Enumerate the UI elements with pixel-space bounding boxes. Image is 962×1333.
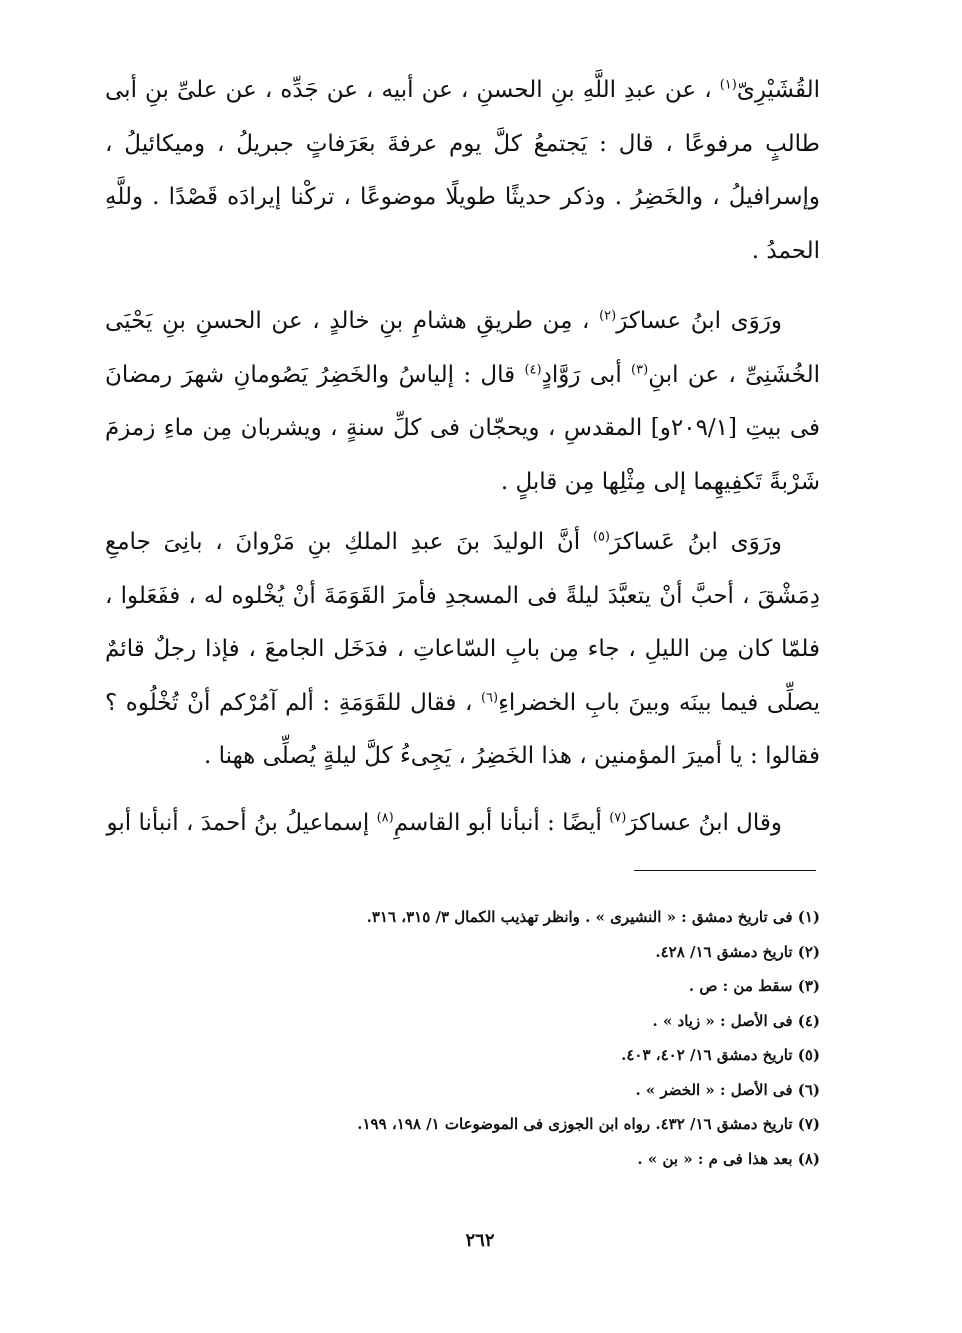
paragraph-text: ورَوَى ابنُ عساكرَ [616,308,782,334]
paragraph-text: أبى رَوَّادٍ [541,361,632,388]
footnotes-list [230,900,820,1176]
footnote-ref: (٤) [524,361,542,377]
paragraph-text: وقال ابنُ عساكرَ [626,810,782,836]
footnote: (٢) تاريخ دمشق ١٦/ ٤٢٨. [655,942,820,961]
footnote-ref: (٦) [480,689,499,705]
footnote: (٧) تاريخ دمشق ١٦/ ٤٣٢. رواه ابن الجوزى فى الموضوعات ١/ ١٩٨، ١٩٩. [357,1115,820,1133]
footnote-ref: (٣) [631,361,649,377]
paragraph [105,295,820,509]
paragraph-text: ، عن عبدِ اللَّهِ بنِ الحسنِ ، عن أبيه ، عن جَدِّه ، عن علىِّ بنِ أبى طالبٍ مرفوعًا ، قال : يَجتمعُ كلَّ يوم عرفةَ بعَرَفاتٍ جبريلُ ، وميكائيلُ ، وإسرافيلُ ، والخَضِرُ . وذكر حديثًا طويلًا موضوعًا ، تركْنا إيرادَه قَصْدًا . وللَّهِ الحمدُ . [105,77,820,264]
footnote-ref: (٢) [599,308,617,324]
paragraph-text: أيضًا : أنبأنا أبو القاسمِ [393,810,610,836]
paragraph-text: إسماعيلُ بنُ أحمدَ ، أنبأنا أبو [106,810,377,836]
paragraph-text: ورَوَى ابنُ عَساكرَ [610,529,782,555]
paragraph-text: أنَّ الوليدَ بنَ عبدِ الملكِ بنِ مَرْوانَ ، بانِىَ جامعِ دِمَشْقَ ، أحبَّ أنْ يتعبَّدَ ليلةً فى المسجدِ فأمرَ القَوَمَةَ أنْ يُخْلوه له ، ففَعَلوا ، فلمّا كان مِن الليلِ ، جاء مِن بابِ السّاعاتِ ، فدَخَل الجامعَ ، فإذا رجلٌ قائمٌ يصلِّى فيما بينَه وبينَ بابِ الخضراءِ [105,529,820,716]
paragraph [105,796,820,850]
footnote: (٥) تاريخ دمشق ١٦/ ٤٠٢، ٤٠٣. [621,1046,820,1064]
footnote: (٨) بعد هذا فى م : « بن » . [637,1149,820,1168]
footnote: (٦) فى الأصل : « الخضر » . [635,1080,820,1099]
footnote: (١) فى تاريخ دمشق : « النشيرى » . وانظر تهذيب الكمال ٣/ ٣١٥، ٣١٦. [366,908,820,926]
paragraph-text: قال : إلياسُ والخَضِرُ يَصُومانِ شهرَ رمضانَ فى بيتِ [٢٠٩/١و] المقدسِ ، ويحجّان فى كلِّ سنةٍ ، ويشربان مِن ماءِ زمزمَ شَرْبةً تَكفِيهِما إلى مِثْلِها مِن قابلٍ . [105,361,820,495]
footnote: (٤) فى الأصل : « زياد » . [652,1011,820,1030]
paragraph-text: القُشَيْرِىّ [736,77,821,103]
footnote-ref: (٨) [376,810,394,826]
footnote-separator [634,870,816,871]
footnote-ref: (٧) [609,810,627,826]
footnote-ref: (١) [719,77,737,93]
footnote-ref: (٥) [592,529,610,545]
page-number: ٢٦٢ [465,1230,495,1251]
paragraph-text: ، مِن طريقِ هشامِ بنِ خالدٍ ، عن الحسنِ بنِ يَحْيَى الخُشَنِىِّ ، عن ابنِ [105,308,820,388]
paragraph [105,64,820,278]
footnote: (٣) سقط من : ص . [688,977,820,995]
paragraph [105,516,820,784]
paragraph-text: ، فقال للقَوَمَةِ : ألم آمُرْكم أنْ تُخْلُوه ؟ فقالوا : يا أميرَ المؤمنين ، هذا الخَضِرُ ، يَجِىءُ كلَّ ليلةٍ يُصلِّى ههنا . [105,689,820,769]
